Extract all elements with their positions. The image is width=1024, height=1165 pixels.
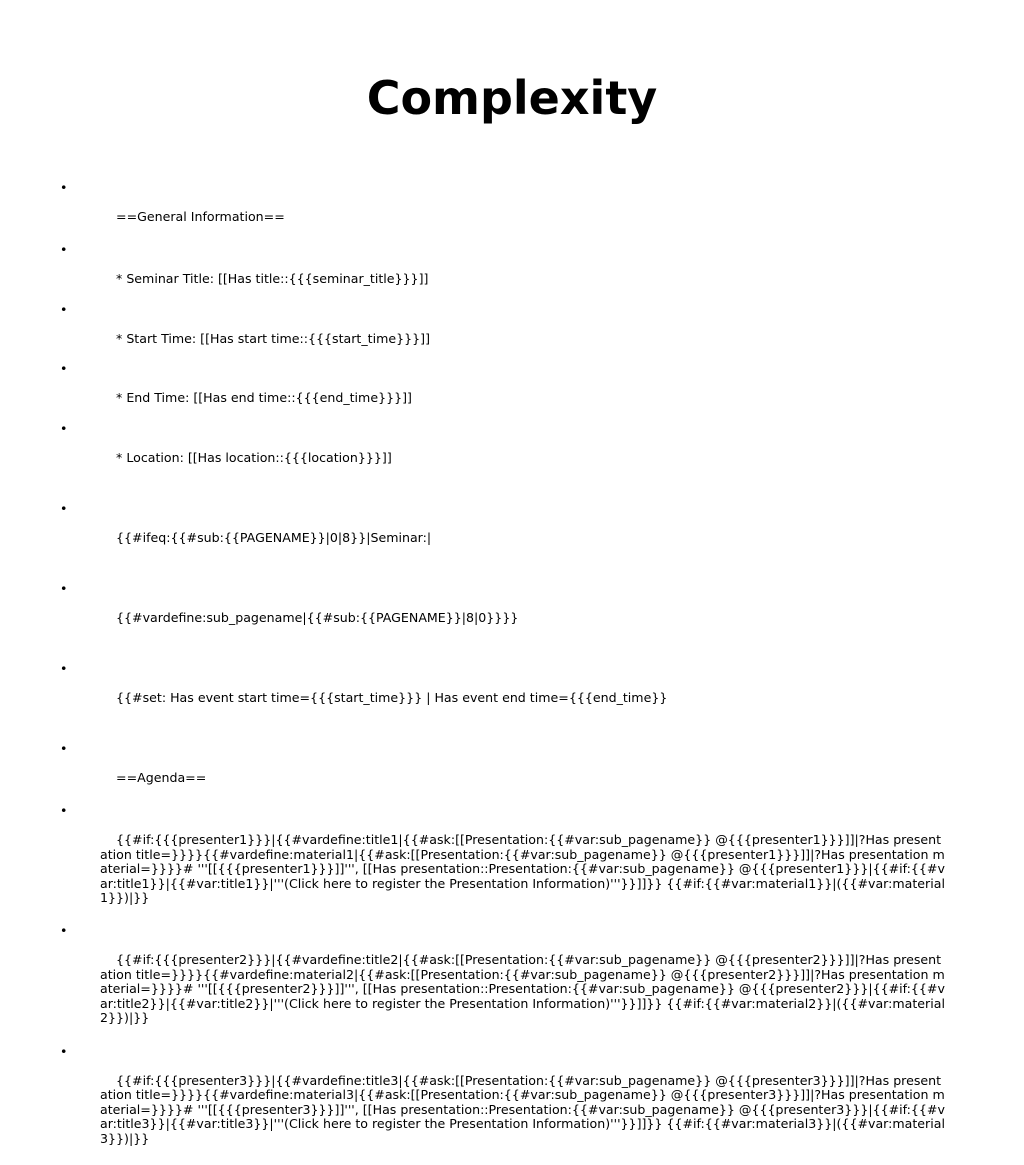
bullet-text: * End Time: [[Has end time::{{{end_time}}}]]: [116, 390, 412, 406]
bullet-text: * Location: [[Has location::{{{location}}}]]: [116, 449, 392, 465]
bullet-text: {{#if:{{{presenter3}}}|{{#vardefine:title3|{{#ask:[[Presentation:{{#var:sub_pagename}} @{{{presenter3}}}]]|?Has presentation title=}}}}{{#vardefine:material3|{{#ask:[[Presentation:{{#var:sub_pagename}} @{{{presenter3}}}]]|?Has presentation material=}}}}# '''[[{{{presenter3}}}]]''', [[Has presentation::Presentation:{{#var:sub_pagename}} @{{{presenter3}}}|{{#if:{{#var:title3}}|{{#var:title3}}|'''(Click here to register the Presentation Information)'''}}]]}} {{#if:{{#var:material3}}|({{#var:material3}})|}}: [100, 1072, 945, 1146]
bullet-icon: •: [60, 660, 68, 676]
bullet-icon: •: [60, 301, 68, 317]
bullet-item-seminar-title: [57, 243, 947, 301]
bullet-text: * Start Time: [[Has start time::{{{start_time}}}]]: [116, 330, 430, 346]
bullet-icon: •: [60, 740, 68, 756]
bullet-item-location: [57, 422, 947, 480]
bullet-icon: •: [60, 1043, 68, 1059]
bullet-icon: •: [60, 420, 68, 436]
bullet-text: * Seminar Title: [[Has title::{{{seminar_title}}}]]: [116, 271, 429, 287]
bullet-item-agenda: [57, 742, 947, 800]
slide-title: Complexity: [366, 71, 658, 125]
bullet-item-start-time: [57, 303, 947, 361]
bullet-text: ==General Information==: [116, 209, 285, 224]
bullet-icon: •: [60, 803, 68, 819]
bullet-item-vardefine: [57, 582, 947, 640]
bullet-icon: •: [60, 180, 68, 195]
bullet-icon: •: [60, 500, 68, 516]
bullet-text: ==Agenda==: [116, 769, 207, 785]
bullet-icon: •: [60, 923, 68, 939]
bullet-item-presenter2: [57, 924, 947, 1040]
bullet-item-presenter3: [57, 1045, 947, 1161]
bullet-list: [57, 181, 947, 1165]
bullet-item-presenter1: [57, 804, 947, 920]
bullet-item-general-information: [57, 181, 947, 239]
bullet-text: {{#if:{{{presenter2}}}|{{#vardefine:title2|{{#ask:[[Presentation:{{#var:sub_pagename}} @{{{presenter2}}}]]|?Has presentation title=}}}}{{#vardefine:material2|{{#ask:[[Presentation:{{#var:sub_pagename}} @{{{presenter2}}}]]|?Has presentation material=}}}}# '''[[{{{presenter2}}}]]''', [[Has presentation::Presentation:{{#var:sub_pagename}} @{{{presenter2}}}|{{#if:{{#var:title2}}|{{#var:title2}}|'''(Click here to register the Presentation Information)'''}}]]}} {{#if:{{#var:material2}}|({{#var:material2}})|}}: [100, 952, 945, 1026]
bullet-text: {{#if:{{{presenter1}}}|{{#vardefine:title1|{{#ask:[[Presentation:{{#var:sub_pagename}} @{{{presenter1}}}]]|?Has presentation title=}}}}{{#vardefine:material1|{{#ask:[[Presentation:{{#var:sub_pagename}} @{{{presenter1}}}]]|?Has presentation material=}}}}# '''[[{{{presenter1}}}]]''', [[Has presentation::Presentation:{{#var:sub_pagename}} @{{{presenter1}}}|{{#if:{{#var:title1}}|{{#var:title1}}|'''(Click here to register the Presentation Information)'''}}]]}} {{#if:{{#var:material1}}|({{#var:material1}})|}}: [100, 832, 945, 906]
bullet-icon: •: [60, 361, 68, 377]
bullet-item-end-time: [57, 362, 947, 420]
bullet-text: {{#set: Has event start time={{{start_time}}} | Has event end time={{{end_time}}: [116, 689, 668, 705]
bullet-icon: •: [60, 580, 68, 596]
bullet-text: {{#ifeq:{{#sub:{{PAGENAME}}|0|8}}|Seminar:|: [116, 529, 432, 545]
bullet-item-ifeq: [57, 502, 947, 560]
bullet-icon: •: [60, 242, 68, 258]
bullet-text: {{#vardefine:sub_pagename|{{#sub:{{PAGENAME}}|8|0}}}}: [116, 609, 519, 625]
bullet-item-set: [57, 662, 947, 720]
